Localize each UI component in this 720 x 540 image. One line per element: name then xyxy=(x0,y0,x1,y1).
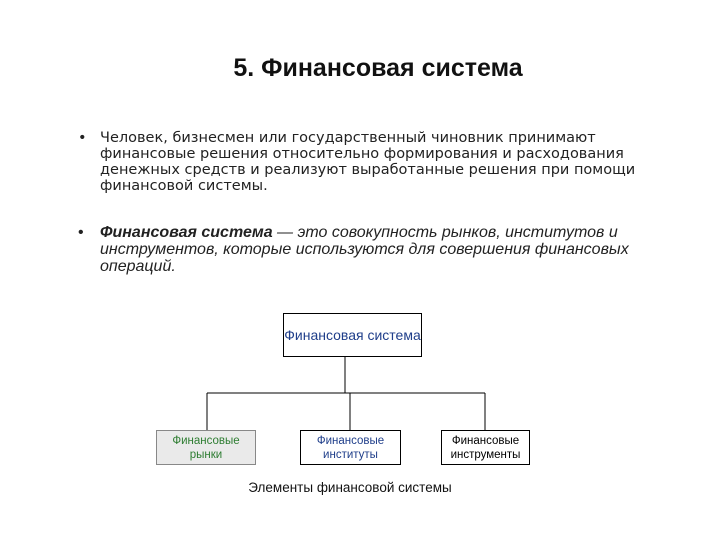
bullet-marker: • xyxy=(78,130,87,146)
diagram-caption: Элементы финансовой системы xyxy=(248,480,452,495)
bullet-item-2 xyxy=(78,224,678,275)
financial-system-box: Финансовая система xyxy=(283,313,422,357)
slide-title: 5. Финансовая система xyxy=(233,54,523,82)
bullet-item-1 xyxy=(78,130,678,194)
definition-term: Финансовая система xyxy=(100,224,273,241)
bullet-text-2 xyxy=(100,224,678,275)
financial-institutes-box: Финансовые институты xyxy=(300,430,401,465)
bullet-text-1: Человек, бизнесмен или государственный чиновник принимают финансовые решения относительно формирования и расходования денежных средств и реализуют выработанные решения при помощи финансовой системы. xyxy=(100,130,636,194)
financial-markets-box: Финансовые рынки xyxy=(156,430,256,465)
definition-text: — это совокупность рынков, институтов и инструментов, которые используются для совершения финансовых операций. xyxy=(100,224,629,275)
financial-instruments-box: Финансовые инструменты xyxy=(441,430,530,465)
bullet-marker: • xyxy=(78,224,84,241)
